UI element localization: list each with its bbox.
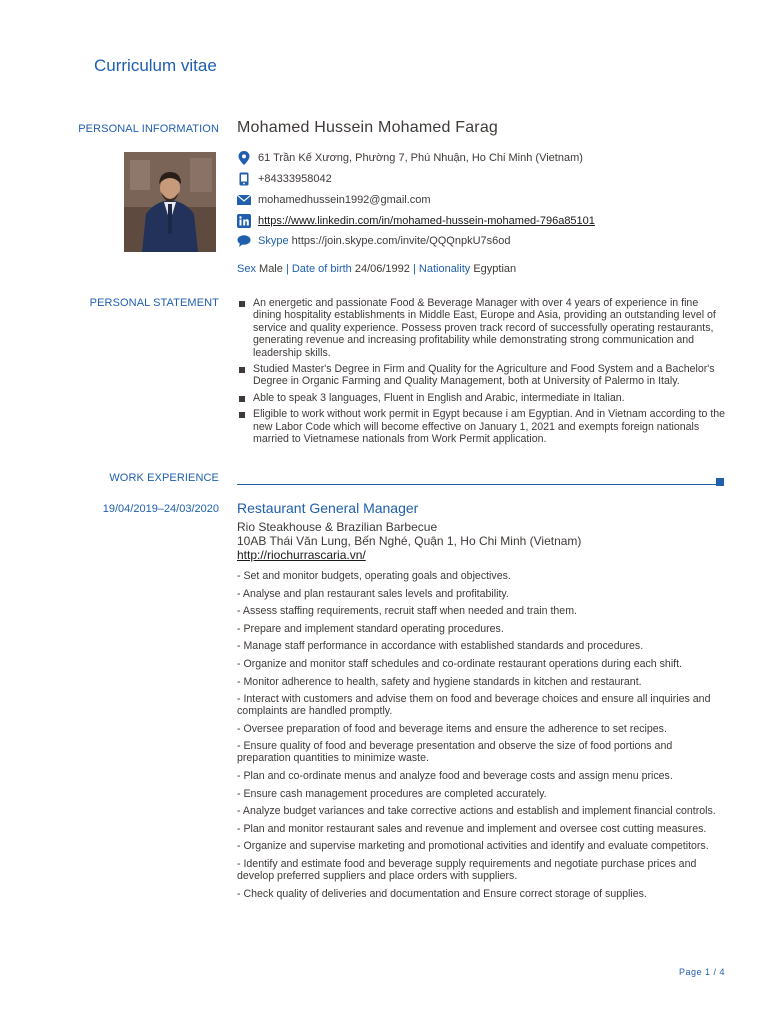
duty-item: - Manage staff performance in accordance with established standards and procedures. — [237, 640, 644, 653]
page-number: Page 1 / 4 — [679, 967, 726, 977]
sex-value: Male — [259, 263, 283, 275]
bullet-square-icon — [239, 367, 245, 373]
skype-row — [237, 232, 511, 250]
bullet-square-icon — [239, 301, 245, 307]
email-text[interactable]: mohamedhussein1992@gmail.com — [258, 194, 431, 206]
phone-row — [237, 170, 332, 188]
section-label-work-experience: WORK EXPERIENCE — [109, 472, 219, 484]
duty-item: - Oversee preparation of food and beverage items and ensure the adherence to set recipes. — [237, 722, 667, 735]
employer-url[interactable]: http://riochurrascaria.vn/ — [237, 548, 366, 562]
employer-name: Rio Steakhouse & Brazilian Barbecue — [237, 520, 438, 534]
profile-photo — [124, 152, 216, 252]
statement-list — [237, 297, 727, 449]
statement-item: Able to speak 3 languages, Fluent in English and Arabic, intermediate in Italian. — [237, 392, 727, 404]
statement-item: An energetic and passionate Food & Beverage Manager with over 4 years of experience in fine dining hospitality establishments in Middle East, Europe and Asia, providing an outstanding level of service and quality experience. Possess proven track record of successfully operating restaurants, generating revenue and increasing profitability while demonstrating strong communication and leadership skills. — [237, 297, 727, 359]
section-divider-marker — [716, 478, 724, 486]
skype-text[interactable]: https://join.skype.com/invite/QQQnpkU7s6od — [291, 235, 511, 247]
job-title: Restaurant General Manager — [237, 500, 419, 516]
duty-item: - Analyze budget variances and take corrective actions and establish and implement financial controls. — [237, 805, 716, 818]
duty-item: - Monitor adherence to health, safety and hygiene standards in kitchen and restaurant. — [237, 675, 642, 688]
linkedin-link[interactable]: https://www.linkedin.com/in/mohamed-hussein-mohamed-796a85101 — [258, 215, 595, 227]
duties-list — [237, 570, 727, 905]
duty-item: - Check quality of deliveries and documentation and Ensure correct storage of supplies. — [237, 887, 647, 900]
statement-item: Studied Master's Degree in Firm and Quality for the Agriculture and Food System and a Bachelor's Degree in Organic Farming and Quality Management, both at University of Palermo in Italy. — [237, 363, 727, 388]
skype-label: Skype — [258, 235, 289, 247]
employer-address: 10AB Thái Văn Lung, Bến Nghé, Quận 1, Ho Chi Minh (Vietnam) — [237, 534, 582, 548]
nationality-value: Egyptian — [473, 263, 517, 275]
mobile-phone-icon — [237, 172, 251, 186]
duty-item: - Interact with customers and advise them on food and beverage choices and ensure all inquiries and complaints are handled promptly. — [237, 693, 711, 718]
linkedin-icon — [237, 214, 251, 228]
duty-item: - Assess staffing requirements, recruit staff when needed and train them. — [237, 605, 577, 618]
phone-text[interactable]: +84333958042 — [258, 173, 332, 185]
section-label-personal-statement: PERSONAL STATEMENT — [89, 297, 219, 309]
separator: | — [285, 263, 289, 275]
duty-item: - Identify and estimate food and beverage supply requirements and negotiate purchase prices and develop preferred suppliers and place orders with suppliers. — [237, 857, 697, 882]
duty-item: - Set and monitor budgets, operating goals and objectives. — [237, 570, 511, 582]
dob-label: Date of birth — [291, 263, 352, 275]
personal-details-row — [237, 263, 516, 275]
duty-item: - Analyse and plan restaurant sales levels and profitability. — [237, 587, 509, 600]
duty-item: - Organize and monitor staff schedules and co-ordinate restaurant operations during each shift. — [237, 657, 682, 670]
bullet-square-icon — [239, 396, 245, 402]
separator: | — [412, 263, 416, 275]
duty-item: - Plan and co-ordinate menus and analyze food and beverage costs and assign menu prices. — [237, 769, 673, 782]
profile-photo-illustration — [124, 152, 216, 252]
applicant-name: Mohamed Hussein Mohamed Farag — [237, 119, 499, 136]
email-row — [237, 191, 431, 209]
bullet-square-icon — [239, 412, 245, 418]
sex-label: Sex — [237, 263, 256, 275]
statement-item: Eligible to work without work permit in Egypt because i am Egyptian. And in Vietnam according to the new Labor Code which will become effective on January 1, 2021 and exempts foreign nationals married to Vietnamese nationals from Work Permit application. — [237, 408, 727, 445]
envelope-icon — [237, 193, 251, 207]
duty-item: - Plan and monitor restaurant sales and revenue and implement and oversee cost cutting measures. — [237, 822, 707, 835]
duty-item: - Organize and supervise marketing and promotional activities and identify and evaluate competitors. — [237, 840, 709, 853]
nationality-label: Nationality — [418, 263, 471, 275]
employer-block — [237, 520, 717, 562]
location-pin-icon — [237, 151, 251, 165]
section-label-personal-information: PERSONAL INFORMATION — [78, 123, 219, 135]
dob-value: 24/06/1992 — [354, 263, 410, 275]
section-divider — [237, 484, 717, 485]
linkedin-row — [237, 212, 595, 230]
address-row — [237, 149, 583, 167]
duty-item: - Prepare and implement standard operating procedures. — [237, 622, 504, 635]
job-dates: 19/04/2019–24/03/2020 — [102, 503, 219, 515]
address-text: 61 Trần Kế Xương, Phường 7, Phú Nhuận, Ho Chi Minh (Vietnam) — [258, 152, 583, 164]
duty-item: - Ensure cash management procedures are completed accurately. — [237, 787, 547, 800]
chat-bubble-icon — [237, 234, 251, 248]
document-title: Curriculum vitae — [94, 56, 217, 75]
duty-item: - Ensure quality of food and beverage presentation and observe the size of food portions and preparation quantities to minimize waste. — [237, 740, 673, 765]
